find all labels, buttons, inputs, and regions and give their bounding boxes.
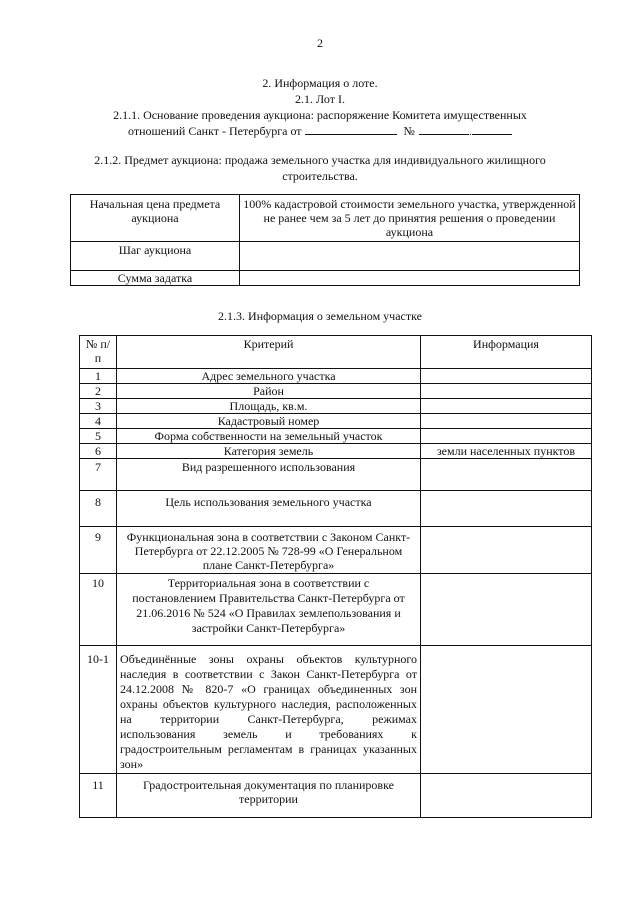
row-info bbox=[421, 414, 592, 429]
subject-line-1: 2.1.2. Предмет аукциона: продажа земельного участка для индивидуального жилищного bbox=[94, 153, 546, 167]
table-row bbox=[80, 527, 592, 574]
number-blank-2 bbox=[472, 123, 512, 135]
table-row bbox=[80, 384, 592, 399]
land-table bbox=[79, 335, 592, 818]
row-criterion: Категория земель bbox=[117, 444, 421, 459]
table-row bbox=[80, 646, 592, 774]
step-label: Шаг аукциона bbox=[71, 242, 240, 271]
row-num: 10-1 bbox=[80, 646, 117, 774]
subject-line-2: строительства. bbox=[282, 169, 358, 183]
row-num: 4 bbox=[80, 414, 117, 429]
row-info bbox=[421, 369, 592, 384]
date-blank bbox=[305, 123, 397, 135]
basis-line-2-prefix: отношений Санкт - Петербурга от bbox=[127, 124, 302, 138]
deposit-value bbox=[240, 271, 580, 286]
row-criterion: Цель использования земельного участка bbox=[117, 491, 421, 527]
basis-line-1: 2.1.1. Основание проведения аукциона: распоряжение Комитета имущественных bbox=[113, 108, 527, 122]
table-row bbox=[80, 459, 592, 491]
number-sign: № bbox=[403, 124, 415, 138]
row-criterion: Территориальная зона в соответствии с постановлением Правительства Санкт-Петербурга от 21.06.2016 № 524 «О Правилах землепользования и застройки Санкт-Петербурга» bbox=[117, 574, 421, 646]
row-criterion: Вид разрешенного использования bbox=[117, 459, 421, 491]
row-info: земли населенных пунктов bbox=[421, 444, 592, 459]
row-info bbox=[421, 646, 592, 774]
row-info bbox=[421, 399, 592, 414]
lot-heading: 2.1. Лот I. bbox=[295, 92, 345, 106]
row-num: 3 bbox=[80, 399, 117, 414]
header-info: Информация bbox=[421, 336, 592, 369]
row-criterion: Кадастровый номер bbox=[117, 414, 421, 429]
table-row bbox=[80, 444, 592, 459]
row-num: 6 bbox=[80, 444, 117, 459]
row-criterion: Район bbox=[117, 384, 421, 399]
row-num: 9 bbox=[80, 527, 117, 574]
table-row bbox=[80, 369, 592, 384]
row-num: 10 bbox=[80, 574, 117, 646]
row-info bbox=[421, 384, 592, 399]
row-info bbox=[421, 574, 592, 646]
price-value: 100% кадастровой стоимости земельного участка, утвержденной не ранее чем за 5 лет до принятия решения о проведении аукциона bbox=[240, 195, 580, 242]
row-info bbox=[421, 459, 592, 491]
section-heading: 2. Информация о лоте. bbox=[262, 76, 378, 90]
table-row bbox=[80, 414, 592, 429]
row-info bbox=[421, 527, 592, 574]
table-row bbox=[80, 574, 592, 646]
row-info bbox=[421, 429, 592, 444]
row-criterion: Площадь, кв.м. bbox=[117, 399, 421, 414]
deposit-label: Сумма задатка bbox=[71, 271, 240, 286]
number-blank-1 bbox=[419, 123, 469, 135]
header-criterion: Критерий bbox=[117, 336, 421, 369]
row-criterion: Форма собственности на земельный участок bbox=[117, 429, 421, 444]
row-info bbox=[421, 774, 592, 818]
land-table-header bbox=[80, 336, 592, 369]
table-row bbox=[80, 429, 592, 444]
row-num: 11 bbox=[80, 774, 117, 818]
row-info bbox=[421, 491, 592, 527]
row-criterion: Объединённые зоны охраны объектов культурного наследия в соответствии с Закон Санкт-Петербурга от 24.12.2008 № 820-7 «О границах объединенных зон охраны объектов культурного наследия, расположенных на территории Санкт-Петербурга, режимах использования земель и требованиях к градостроительным регламентам в границах указанных зон» bbox=[117, 646, 421, 774]
price-row bbox=[71, 195, 580, 242]
step-value bbox=[240, 242, 580, 271]
step-row bbox=[71, 242, 580, 271]
row-criterion: Адрес земельного участка bbox=[117, 369, 421, 384]
price-table bbox=[70, 194, 580, 286]
number-dot: . bbox=[469, 124, 472, 138]
row-criterion: Градостроительная документация по планировке территории bbox=[117, 774, 421, 818]
page-number: 2 bbox=[317, 36, 323, 50]
table-row bbox=[80, 491, 592, 527]
price-label: Начальная цена предмета аукциона bbox=[71, 195, 240, 242]
deposit-row bbox=[71, 271, 580, 286]
row-num: 1 bbox=[80, 369, 117, 384]
table-row bbox=[80, 774, 592, 818]
basis-line-2 bbox=[0, 123, 640, 138]
land-section-title: 2.1.3. Информация о земельном участке bbox=[218, 309, 422, 323]
row-num: 7 bbox=[80, 459, 117, 491]
row-num: 5 bbox=[80, 429, 117, 444]
row-num: 2 bbox=[80, 384, 117, 399]
header-num: № п/п bbox=[80, 336, 117, 369]
row-criterion: Функциональная зона в соответствии с Законом Санкт-Петербурга от 22.12.2005 № 728-99 «О Генеральном плане Санкт-Петербурга» bbox=[117, 527, 421, 574]
row-num: 8 bbox=[80, 491, 117, 527]
table-row bbox=[80, 399, 592, 414]
